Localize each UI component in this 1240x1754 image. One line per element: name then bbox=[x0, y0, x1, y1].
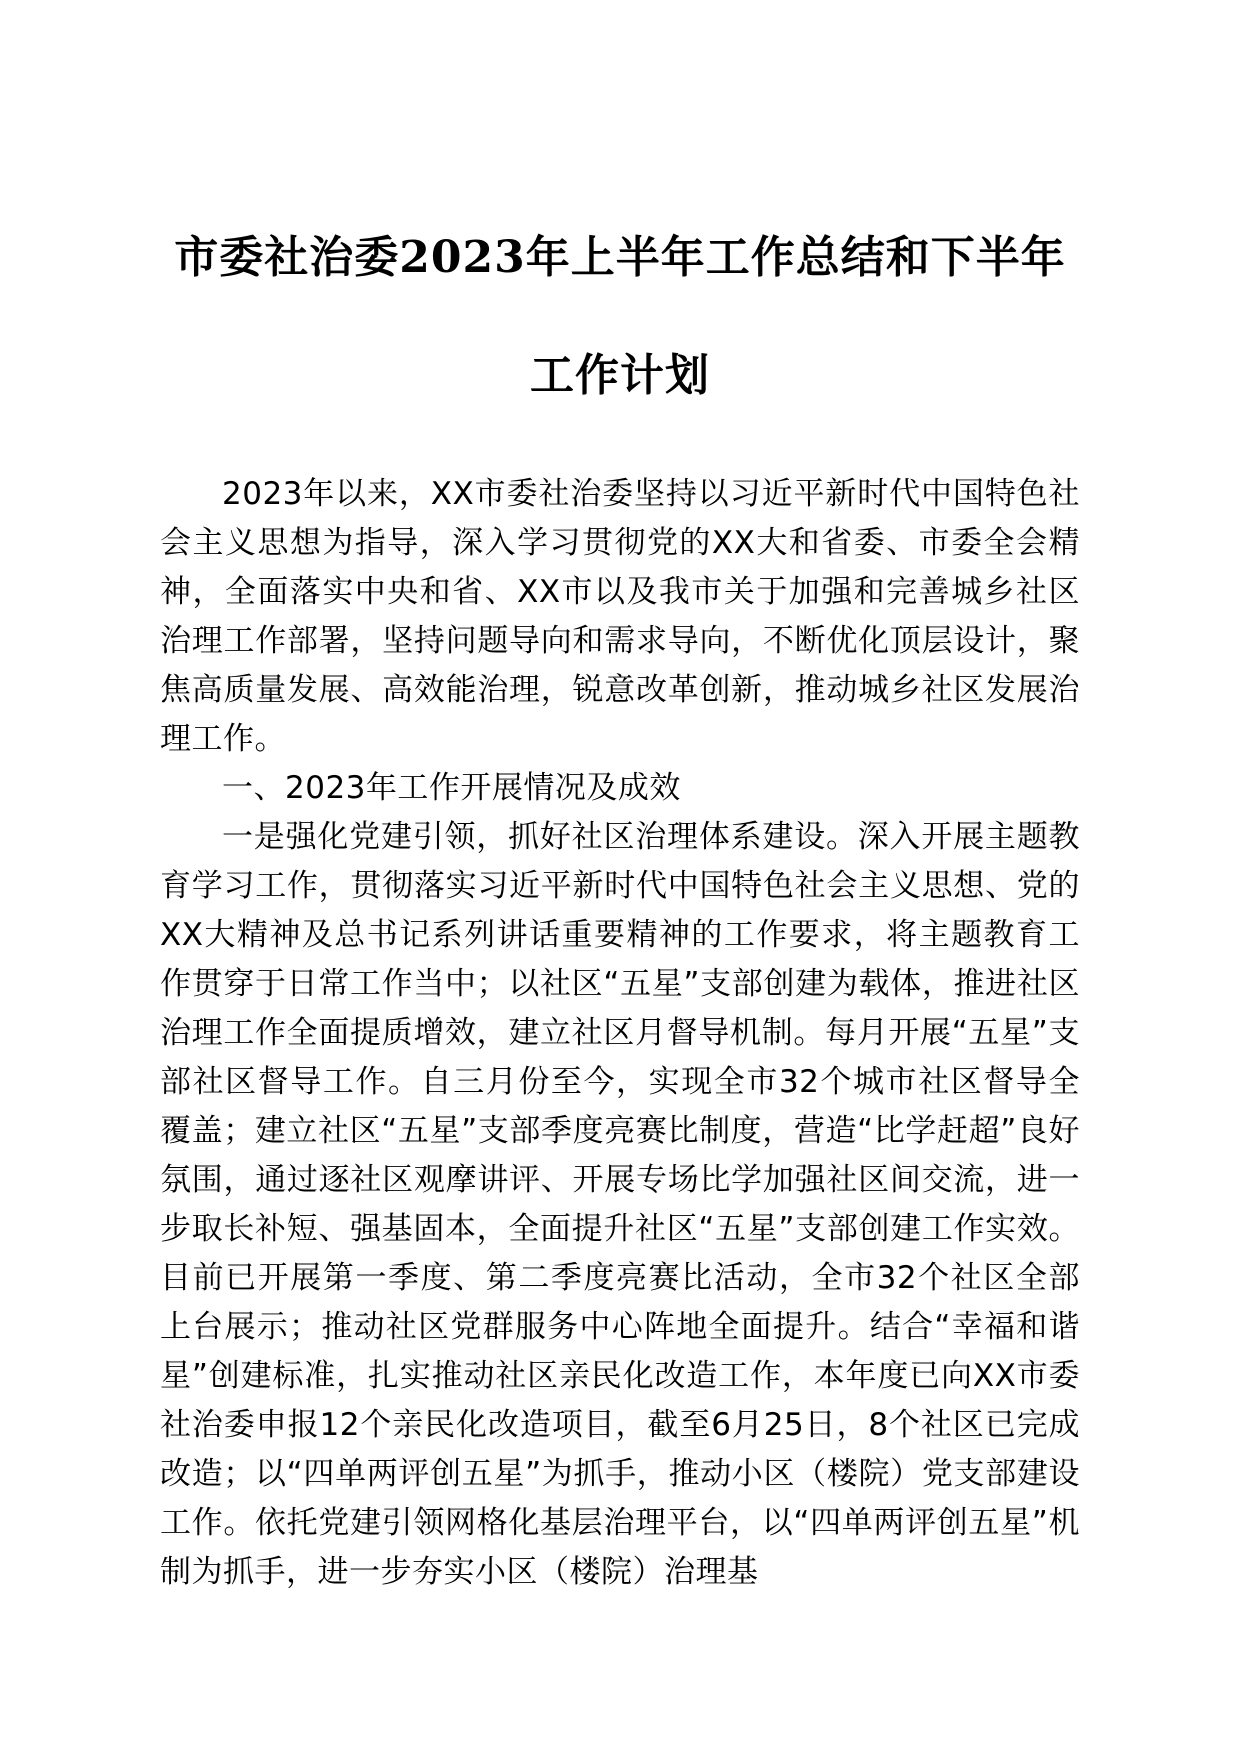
document-title-line-2: 工作计划 bbox=[530, 350, 710, 401]
intro-paragraph: 2023年以来，XX市委社治委坚持以习近平新时代中国特色社会主义思想为指导，深入学习贯彻党的XX大和省委、市委全会精神，全面落实中央和省、XX市以及我市关于加强和完善城乡社区治理工作部署，坚持问题导向和需求导向，不断优化顶层设计，聚焦高质量发展、高效能治理，锐意改革创新，推动城乡社区发展治理工作。 bbox=[160, 476, 1080, 757]
document-body bbox=[160, 470, 1080, 1597]
section-1-paragraph-1: 一是强化党建引领，抓好社区治理体系建设。深入开展主题教育学习工作，贯彻落实习近平新时代中国特色社会主义思想、党的XX大精神及总书记系列讲话重要精神的工作要求，将主题教育工作贯穿于日常工作当中；以社区“五星”支部创建为载体，推进社区治理工作全面提质增效，建立社区月督导机制。每月开展“五星”支部社区督导工作。自三月份至今，实现全市32个城市社区督导全覆盖；建立社区“五星”支部季度亮赛比制度，营造“比学赶超”良好氛围，通过逐社区观摩讲评、开展专场比学加强社区间交流，进一步取长补短、强基固本，全面提升社区“五星”支部创建工作实效。目前已开展第一季度、第二季度亮赛比活动，全市32个社区全部上台展示；推动社区党群服务中心阵地全面提升。结合“幸福和谐星”创建标准，扎实推动社区亲民化改造工作，本年度已向XX市委社治委申报12个亲民化改造项目，截至6月25日，8个社区已完成改造；以“四单两评创五星”为抓手，推动小区（楼院）党支部建设工作。依托党建引领网格化基层治理平台，以“四单两评创五星”机制为抓手，进一步夯实小区（楼院）治理基 bbox=[160, 819, 1080, 1590]
document-title-line-1: 市委社治委2023年上半年工作总结和下半年 bbox=[174, 232, 1066, 283]
section-1-heading: 一、2023年工作开展情况及成效 bbox=[222, 770, 681, 806]
